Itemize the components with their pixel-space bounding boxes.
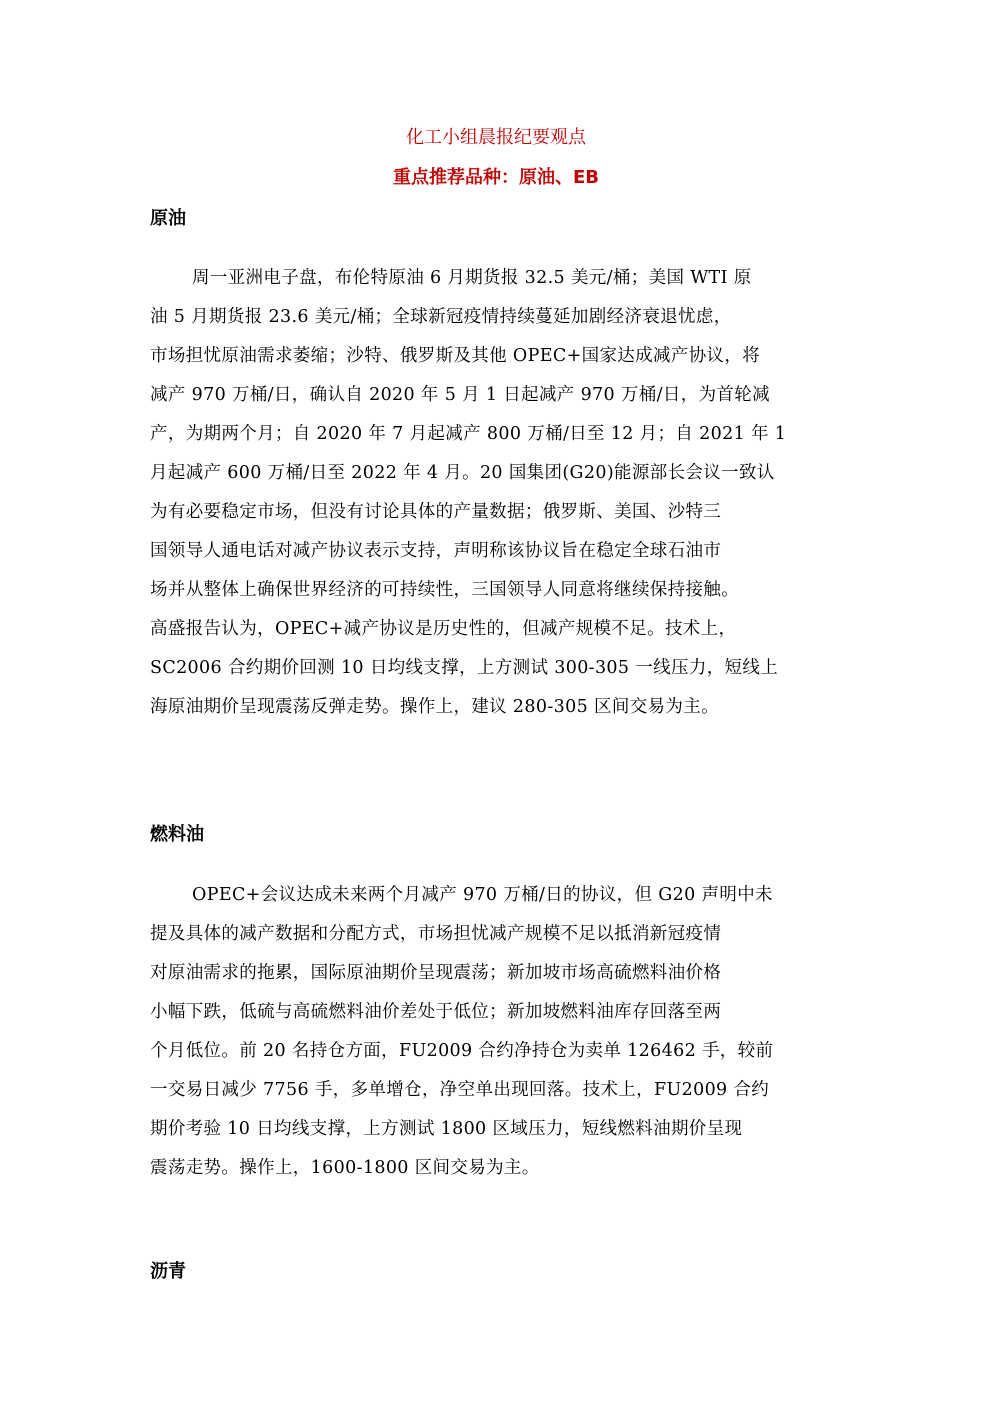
report-subtitle: 重点推荐品种：原油、EB [392, 167, 599, 188]
paragraph-line: 产，为期两个月；自 2020 年 7 月起减产 800 万桶/日至 12 月；自 2021 年 1 [150, 424, 787, 444]
paragraph-line: 海原油期价呈现震荡反弹走势。操作上，建议 280-305 区间交易为主。 [150, 697, 719, 717]
paragraph-line: 为有必要稳定市场，但没有讨论具体的产量数据；俄罗斯、美国、沙特三 [150, 502, 722, 522]
paragraph-line: 震荡走势。操作上，1600-1800 区间交易为主。 [150, 1158, 540, 1178]
report-title: 化工小组晨报纪要观点 [406, 127, 586, 148]
paragraph-line: 一交易日减少 7756 手，多单增仓，净空单出现回落。技术上，FU2009 合约 [150, 1080, 770, 1100]
paragraph-line: 减产 970 万桶/日，确认自 2020 年 5 月 1 日起减产 970 万桶/日，为首轮减 [150, 385, 770, 405]
paragraph-line: 市场担忧原油需求萎缩；沙特、俄罗斯及其他 OPEC+国家达成减产协议，将 [150, 346, 761, 366]
paragraph-line: 高盛报告认为，OPEC+减产协议是历史性的，但减产规模不足。技术上， [150, 619, 737, 639]
paragraph-line: 油 5 月期货报 23.6 美元/桶；全球新冠疫情持续蔓延加剧经济衰退忧虑， [150, 307, 732, 327]
section-heading-crude-oil: 原油 [150, 208, 186, 229]
paragraph-line: 国领导人通电话对减产协议表示支持，声明称该协议旨在稳定全球石油市 [150, 541, 722, 561]
section-body-crude-oil [150, 259, 850, 727]
paragraph-line: 对原油需求的拖累，国际原油期价呈现震荡；新加坡市场高硫燃料油价格 [150, 963, 722, 983]
section-body-fuel-oil [150, 876, 850, 1188]
section-heading-asphalt: 沥青 [150, 1261, 186, 1282]
paragraph-line: 场并从整体上确保世界经济的可持续性，三国领导人同意将继续保持接触。 [150, 580, 740, 600]
paragraph-line: 提及具体的减产数据和分配方式，市场担忧减产规模不足以抵消新冠疫情 [150, 924, 722, 944]
paragraph-line: 月起减产 600 万桶/日至 2022 年 4 月。20 国集团(G20)能源部长会议一致认 [150, 463, 775, 483]
section-heading-fuel-oil: 燃料油 [150, 824, 204, 845]
paragraph-line: 期价考验 10 日均线支撑，上方测试 1800 区域压力，短线燃料油期价呈现 [150, 1119, 743, 1139]
paragraph-line: 个月低位。前 20 名持仓方面，FU2009 合约净持仓为卖单 126462 手，较前 [150, 1041, 774, 1061]
paragraph-line: 小幅下跌，低硫与高硫燃料油价差处于低位；新加坡燃料油库存回落至两 [150, 1002, 722, 1022]
paragraph-line: OPEC+会议达成未来两个月减产 970 万桶/日的协议，但 G20 声明中未 [192, 885, 773, 905]
paragraph-line: 周一亚洲电子盘，布伦特原油 6 月期货报 32.5 美元/桶；美国 WTI 原 [192, 268, 752, 288]
paragraph-line: SC2006 合约期价回测 10 日均线支撑，上方测试 300-305 一线压力，短线上 [150, 658, 779, 678]
